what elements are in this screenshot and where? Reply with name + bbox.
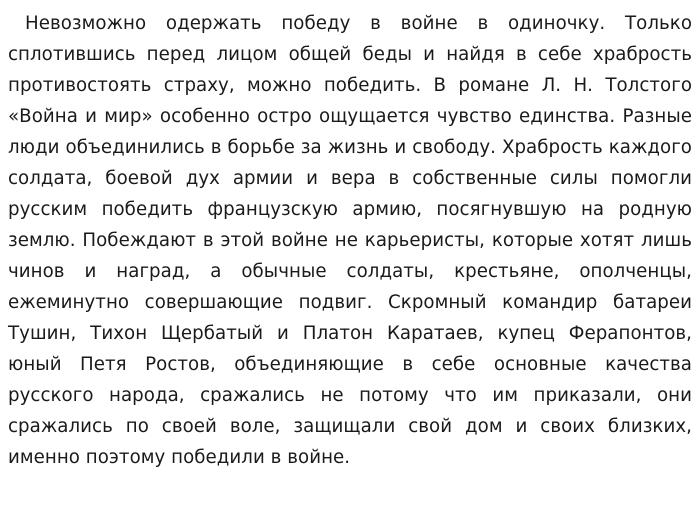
essay-paragraph: Невозможно одержать победу в войне в одиночку. Только сплотившись перед лицом общей беды и найдя в себе храбрость противостоять страху, можно победить. В романе Л. Н. Толстого «Война и мир» особенно остро ощущается чувство единства. Разные люди объединились в борьбе за жизнь и свободу. Храбрость каждого солдата, боевой дух армии и вера в собственные силы помогли русским победить французскую армию, посягнувшую на родную землю. Побеждают в этой войне не карьеристы, которые хотят лишь чинов и наград, а обычные солдаты, крестьяне, ополченцы, ежеминутно совершающие подвиг. Скромный командир батареи Тушин, Тихон Щербатый и Платон Каратаев, купец Ферапонтов, юный Петя Ростов, объединяющие в себе основные качества русского народа, сражались не потому что им приказали, они сражались по своей воле, защищали свой дом и своих близких, именно поэтому победили в войне.: [8, 13, 692, 468]
document-body: [8, 8, 692, 473]
